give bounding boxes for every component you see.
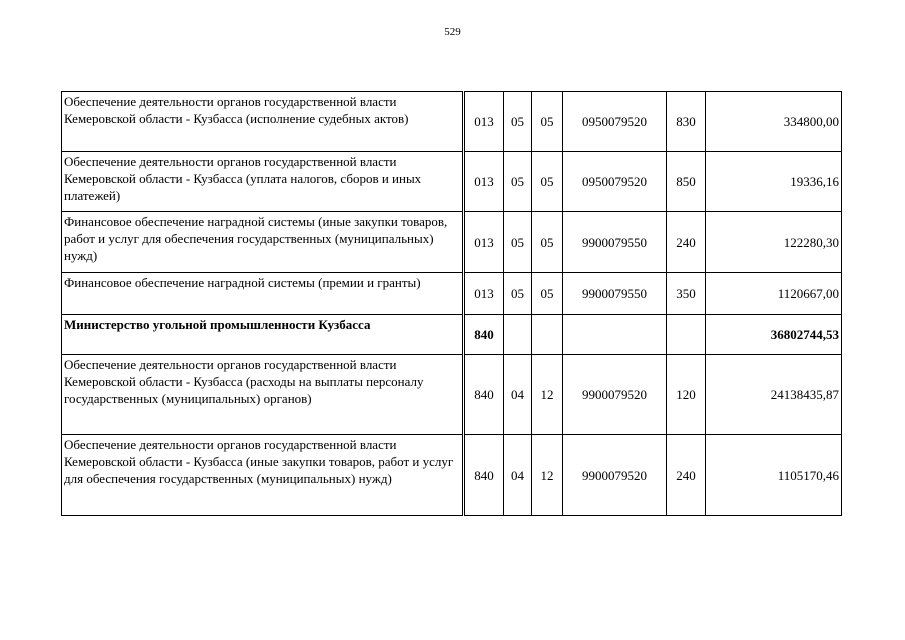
amount: 334800,00 xyxy=(706,92,842,152)
row-name: Обеспечение деятельности органов государственной власти Кемеровской области - Кузбасса (исполнение судебных актов) xyxy=(62,92,464,152)
subsection-code: 05 xyxy=(532,273,563,315)
expense-type-code: 830 xyxy=(667,92,706,152)
amount: 24138435,87 xyxy=(706,355,842,435)
ministry-code: 840 xyxy=(464,315,504,355)
amount: 19336,16 xyxy=(706,152,842,212)
target-code: 0950079520 xyxy=(563,92,667,152)
section-code xyxy=(504,315,532,355)
table-row xyxy=(62,273,842,315)
row-name: Обеспечение деятельности органов государственной власти Кемеровской области - Кузбасса (расходы на выплаты персоналу государственных (муниципальных) органов) xyxy=(62,355,464,435)
section-code: 05 xyxy=(504,92,532,152)
table-row xyxy=(62,355,842,435)
budget-table xyxy=(61,91,842,516)
expense-type-code: 850 xyxy=(667,152,706,212)
subsection-code xyxy=(532,315,563,355)
row-name: Обеспечение деятельности органов государственной власти Кемеровской области - Кузбасса (иные закупки товаров, работ и услуг для обеспечения государственных (муниципальных) нужд) xyxy=(62,435,464,516)
amount: 1105170,46 xyxy=(706,435,842,516)
target-code: 9900079520 xyxy=(563,355,667,435)
section-code: 04 xyxy=(504,435,532,516)
table-row xyxy=(62,435,842,516)
row-name: Обеспечение деятельности органов государственной власти Кемеровской области - Кузбасса (уплата налогов, сборов и иных платежей) xyxy=(62,152,464,212)
ministry-code: 013 xyxy=(464,152,504,212)
target-code: 0950079520 xyxy=(563,152,667,212)
subsection-code: 05 xyxy=(532,212,563,273)
target-code xyxy=(563,315,667,355)
expense-type-code: 120 xyxy=(667,355,706,435)
row-name: Финансовое обеспечение наградной системы (премии и гранты) xyxy=(62,273,464,315)
subsection-code: 05 xyxy=(532,152,563,212)
table-row xyxy=(62,152,842,212)
ministry-code: 013 xyxy=(464,92,504,152)
ministry-code: 013 xyxy=(464,273,504,315)
row-name: Министерство угольной промышленности Кузбасса xyxy=(62,315,464,355)
amount: 122280,30 xyxy=(706,212,842,273)
expense-type-code: 240 xyxy=(667,212,706,273)
ministry-code: 840 xyxy=(464,355,504,435)
section-code: 05 xyxy=(504,273,532,315)
row-name: Финансовое обеспечение наградной системы (иные закупки товаров, работ и услуг для обеспечения государственных (муниципальных) нужд) xyxy=(62,212,464,273)
amount: 36802744,53 xyxy=(706,315,842,355)
section-code: 04 xyxy=(504,355,532,435)
target-code: 9900079550 xyxy=(563,273,667,315)
expense-type-code: 240 xyxy=(667,435,706,516)
ministry-code: 013 xyxy=(464,212,504,273)
section-code: 05 xyxy=(504,212,532,273)
expense-type-code: 350 xyxy=(667,273,706,315)
target-code: 9900079550 xyxy=(563,212,667,273)
amount: 1120667,00 xyxy=(706,273,842,315)
table-row xyxy=(62,212,842,273)
page-number: 529 xyxy=(444,26,461,38)
ministry-code: 840 xyxy=(464,435,504,516)
table-row xyxy=(62,92,842,152)
subsection-code: 12 xyxy=(532,355,563,435)
section-code: 05 xyxy=(504,152,532,212)
subsection-code: 12 xyxy=(532,435,563,516)
subsection-code: 05 xyxy=(532,92,563,152)
expense-type-code xyxy=(667,315,706,355)
table-row-ministry-header xyxy=(62,315,842,355)
target-code: 9900079520 xyxy=(563,435,667,516)
